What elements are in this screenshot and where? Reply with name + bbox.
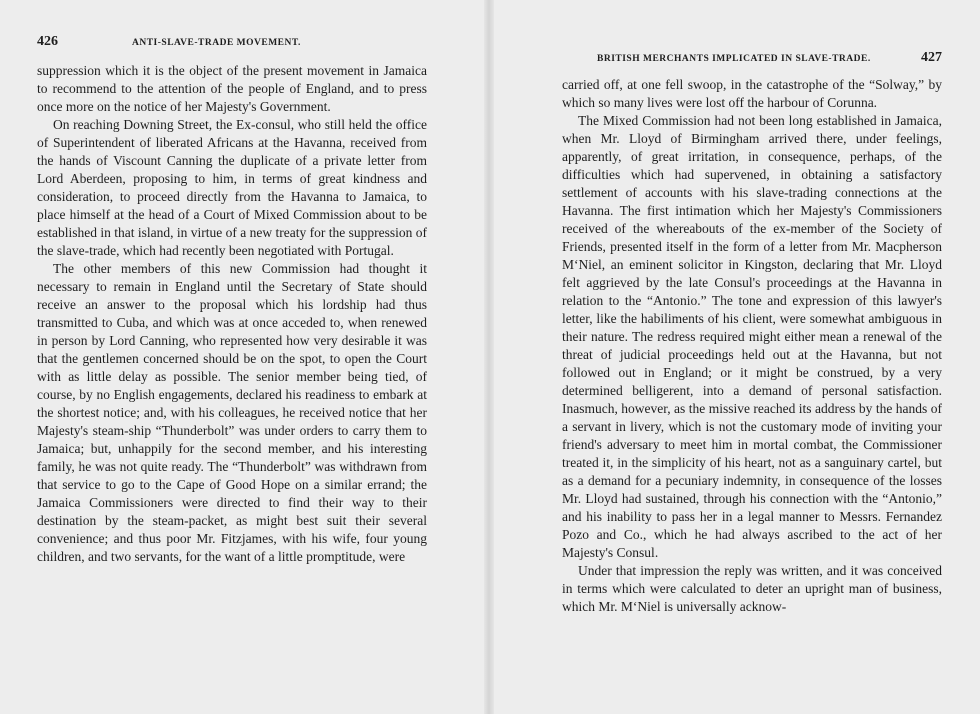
left-page-header	[37, 34, 427, 54]
right-page	[492, 0, 980, 714]
right-page-header	[562, 50, 942, 70]
right-paragraph-2: The Mixed Commission had not been long established in Jamaica, when Mr. Lloyd of Birmingham arrived there, under feelings, apparently, of great irritation, in consequence, perhaps, of the difficulties which had supervened, in obtaining a satisfactory settlement of accounts with his slave-trading connections at the Havanna. The first intimation which her Majesty's Commissioners received of the whereabouts of the ex-member of the Society of Friends, presented itself in the form of a letter from Mr. Macpherson M‘Niel, an eminent solicitor in Kingston, declaring that Mr. Lloyd felt aggrieved by the late Consul's proceedings at the Havanna in relation to the “Antonio.” The tone and expression of this lawyer's letter, like the habiliments of his client, were somewhat ambiguous in their nature. The redress required might either mean a renewal of the threat of judicial proceedings held out at the Havanna, but not followed out in England; or it might be construed, by a very determined belligerent, into a demand of personal satisfaction. Inasmuch, however, as the missive reached its address by the hands of a servant in livery, which is not the customary mode of inviting your friend's adversary to meet him in mortal combat, the Commissioner treated it, in the simplicity of his heart, not as a sanguinary cartel, but as a demand for a pecuniary indemnity, in consequence of the losses Mr. Lloyd had sustained, through his connection with the “Antonio,” and his inability to pass her in a legal manner to Messrs. Fernandez Pozo and Co., which he had always ascribed to the act of her Majesty's Consul.	[562, 113, 942, 560]
left-page-number: 426	[37, 34, 58, 49]
right-paragraph-3: Under that impression the reply was written, and it was conceived in terms which were calculated to deter an upright man of business, which Mr. M‘Niel is universally acknow-	[562, 563, 942, 614]
left-paragraph-1: suppression which it is the object of the present movement in Jamaica to recommend to the attention of the people of England, and to press once more on the notice of her Majesty's Government.	[37, 63, 427, 114]
left-paragraph-3: The other members of this new Commission had thought it necessary to remain in England until the Secretary of State should receive an answer to the proposal which his lordship had thus transmitted to Cuba, and which was at once acceded to, when renewed in person by Lord Canning, who represented how very desirable it was that the gentlemen concerned should be on the spot, to open the Court with as little delay as possible. The senior member being tied, of course, by no English engagements, declared his readiness to embark at the shortest notice; and, with his colleagues, he received notice that her Majesty's steam-ship “Thunderbolt” was under orders to carry them to Jamaica; but, unhappily for the second member, and his interesting family, he was not quite ready. The “Thunderbolt” was withdrawn from that service to go to the Cape of Good Hope on a similar errand; the Jamaica Commissioners were directed to find their way to their destination by the steam-packet, as might best suit their several convenience; and thus poor Mr. Fitzjames, with his wife, four young children, and two servants, for the want of a little promptitude, were	[37, 261, 427, 564]
right-page-number: 427	[921, 50, 942, 65]
right-running-title: BRITISH MERCHANTS IMPLICATED IN SLAVE-TRADE.	[597, 54, 871, 64]
left-page	[0, 0, 485, 714]
left-running-title: ANTI-SLAVE-TRADE MOVEMENT.	[132, 38, 301, 48]
right-paragraph-1: carried off, at one fell swoop, in the catastrophe of the “Solway,” by which so many lives were lost off the harbour of Corunna.	[562, 77, 942, 110]
left-paragraph-2: On reaching Downing Street, the Ex-consul, who still held the office of Superintendent of liberated Africans at the Havanna, received from the hands of Viscount Canning the duplicate of a private letter from Lord Aberdeen, proposing to him, in terms of great kindness and consideration, to proceed directly from the Havanna to Jamaica, to place himself at the head of a Court of Mixed Commission about to be established in that island, in virtue of a new treaty for the suppression of the slave-trade, which had recently been negotiated with Portugal.	[37, 117, 427, 258]
